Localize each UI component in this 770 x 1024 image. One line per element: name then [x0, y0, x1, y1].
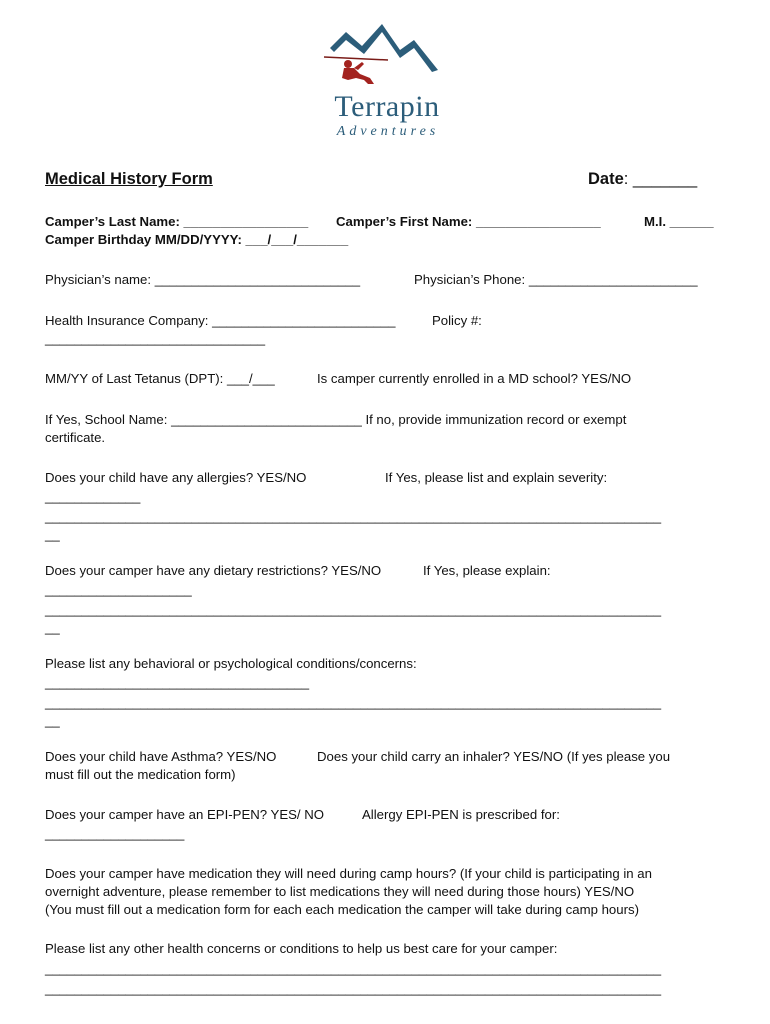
epipen-line[interactable]: ___________________	[45, 826, 185, 841]
birthday-field[interactable]: Camper Birthday MM/DD/YYYY: ___/___/_______	[45, 232, 349, 247]
last-name-field[interactable]: Camper’s Last Name: _________________	[45, 214, 309, 229]
physician-phone-field[interactable]: Physician’s Phone: _______________________	[414, 272, 698, 287]
policy-field[interactable]: ______________________________	[45, 331, 266, 346]
form-title: Medical History Form	[45, 170, 213, 188]
brand-tagline: Adventures	[336, 124, 440, 139]
allergies-question[interactable]: Does your child have any allergies? YES/NO	[45, 470, 307, 485]
dietary-line[interactable]: ____________________	[45, 582, 192, 597]
medication-question-line2[interactable]: overnight adventure, please remember to list medications they will need during those hours) YES/NO	[45, 884, 635, 899]
physician-name-field[interactable]: Physician’s name: ____________________________	[45, 272, 361, 287]
md-school-question[interactable]: Is camper currently enrolled in a MD school? YES/NO	[317, 371, 632, 386]
allergies-line[interactable]: _____________	[45, 489, 141, 504]
medication-note: (You must fill out a medication form for each each medication the camper will take during camp hours)	[45, 902, 639, 917]
brand-name: Terrapin	[334, 90, 440, 123]
inhaler-question[interactable]: Does your child carry an inhaler? YES/NO (If yes please you	[317, 749, 671, 764]
dietary-question[interactable]: Does your camper have any dietary restrictions? YES/NO	[45, 563, 382, 578]
dietary-line[interactable]: ____________________________________________________________________________________	[45, 602, 662, 617]
other-concerns-line[interactable]: ____________________________________________________________________________________	[45, 961, 662, 976]
other-concerns-question: Please list any other health concerns or conditions to help us best care for your camper:	[45, 941, 558, 956]
school-name-field[interactable]: If Yes, School Name: __________________________ If no, provide immunization record or exempt	[45, 412, 627, 427]
epipen-for-label: Allergy EPI-PEN is prescribed for:	[362, 807, 560, 822]
dietary-line[interactable]: __	[45, 620, 60, 635]
date-label: Date	[588, 170, 624, 188]
behavioral-line[interactable]: ____________________________________	[45, 675, 310, 690]
middle-initial-field[interactable]: M.I. ______	[644, 214, 714, 229]
behavioral-question: Please list any behavioral or psychological conditions/concerns:	[45, 656, 417, 671]
terrapin-logo	[318, 20, 452, 146]
allergies-explain-label: If Yes, please list and explain severity:	[385, 470, 608, 485]
date-field[interactable]	[588, 170, 697, 189]
behavioral-line[interactable]: __	[45, 713, 60, 728]
dietary-explain-label: If Yes, please explain:	[423, 563, 551, 578]
medication-question: Does your camper have medication they will need during camp hours? (If your child is participating in an	[45, 866, 652, 881]
date-blank: : _______	[623, 170, 698, 188]
policy-label: Policy #:	[432, 313, 482, 328]
asthma-question[interactable]: Does your child have Asthma? YES/NO	[45, 749, 277, 764]
allergies-line[interactable]: ____________________________________________________________________________________	[45, 509, 662, 524]
zipline-mountain-logo-icon	[318, 20, 452, 100]
other-concerns-line[interactable]: ____________________________________________________________________________________	[45, 981, 662, 996]
school-name-continued: certificate.	[45, 430, 106, 445]
epipen-question[interactable]: Does your camper have an EPI-PEN? YES/ NO	[45, 807, 325, 822]
inhaler-continued: must fill out the medication form)	[45, 767, 236, 782]
first-name-field[interactable]: Camper’s First Name: _________________	[336, 214, 601, 229]
tetanus-field[interactable]: MM/YY of Last Tetanus (DPT): ___/___	[45, 371, 275, 386]
allergies-line[interactable]: __	[45, 527, 60, 542]
behavioral-line[interactable]: ____________________________________________________________________________________	[45, 695, 662, 710]
insurance-field[interactable]: Health Insurance Company: _________________________	[45, 313, 396, 328]
